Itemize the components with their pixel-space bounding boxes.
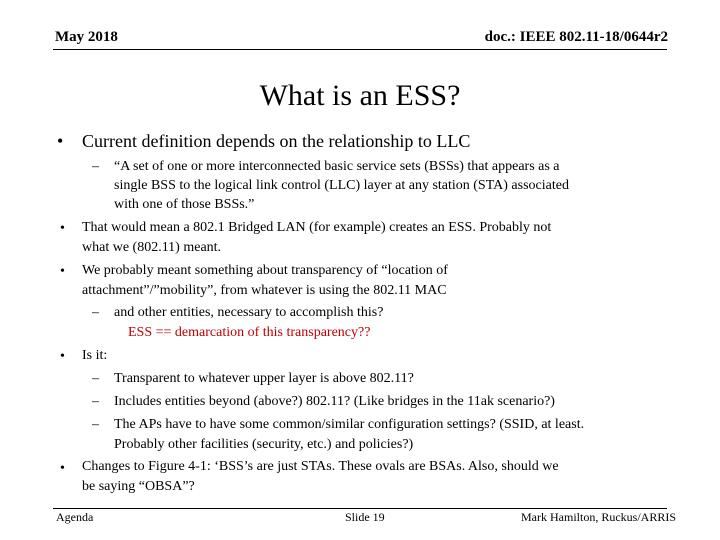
bullet-3-text: Is it: [82,348,108,363]
bullet-2-line-2: attachment”/”mobility”, from whatever is using the 802.11 MAC [82,283,447,298]
dash-icon: – [92,159,99,174]
bullet-4-line-1: Changes to Figure 4-1: ‘BSS’s are just STAs. These ovals are BSAs. Also, should we [82,459,559,474]
bullet-2-subitem: and other entities, necessary to accomplish this? [114,305,384,320]
dash-icon: – [92,305,99,320]
bullet-2-line-1: We probably meant something about transparency of “location of [82,263,448,278]
bullet-icon: • [57,131,64,151]
slide-number: Slide 19 [345,510,385,524]
definition-line-2: single BSS to the logical link control (LLC) layer at any station (STA) associated [114,178,569,193]
footer-left-text: Agenda [56,510,94,524]
dash-icon: – [92,371,99,386]
main-bullet-text: Current definition depends on the relationship to LLC [82,131,471,151]
definition-line-1: “A set of one or more interconnected basic service sets (BSSs) that appears as a [114,159,560,174]
bullet-4-line-2: be saying “OBSA”? [82,479,195,494]
bullet-3-subitem-3-line-1: The APs have to have some common/similar configuration settings? (SSID, at least. [114,417,585,432]
footer-author: Mark Hamilton, Ruckus/ARRIS [521,510,676,524]
bullet-3-subitem-2: Includes entities beyond (above?) 802.11? (Like bridges in the 11ak scenario?) [114,394,555,409]
header-divider [53,49,667,50]
header-date: May 2018 [55,29,118,45]
red-note: ESS == demarcation of this transparency?? [128,325,371,340]
dash-icon: – [92,417,99,432]
footer-divider [53,508,667,509]
bullet-1-line-1: That would mean a 802.1 Bridged LAN (for example) creates an ESS. Probably not [82,220,552,235]
dash-icon: – [92,394,99,409]
bullet-icon: • [60,221,65,236]
bullet-1-line-2: what we (802.11) meant. [82,240,222,255]
definition-line-3: with one of those BSSs.” [114,197,255,212]
header-doc-id: doc.: IEEE 802.11-18/0644r2 [484,29,668,45]
bullet-3-subitem-1: Transparent to whatever upper layer is above 802.11? [114,371,414,386]
bullet-icon: • [60,461,65,476]
bullet-icon: • [60,264,65,279]
bullet-3-subitem-3-line-2: Probably other facilities (security, etc.) and policies?) [114,437,414,452]
slide-title: What is an ESS? [259,79,461,112]
bullet-icon: • [60,349,65,364]
